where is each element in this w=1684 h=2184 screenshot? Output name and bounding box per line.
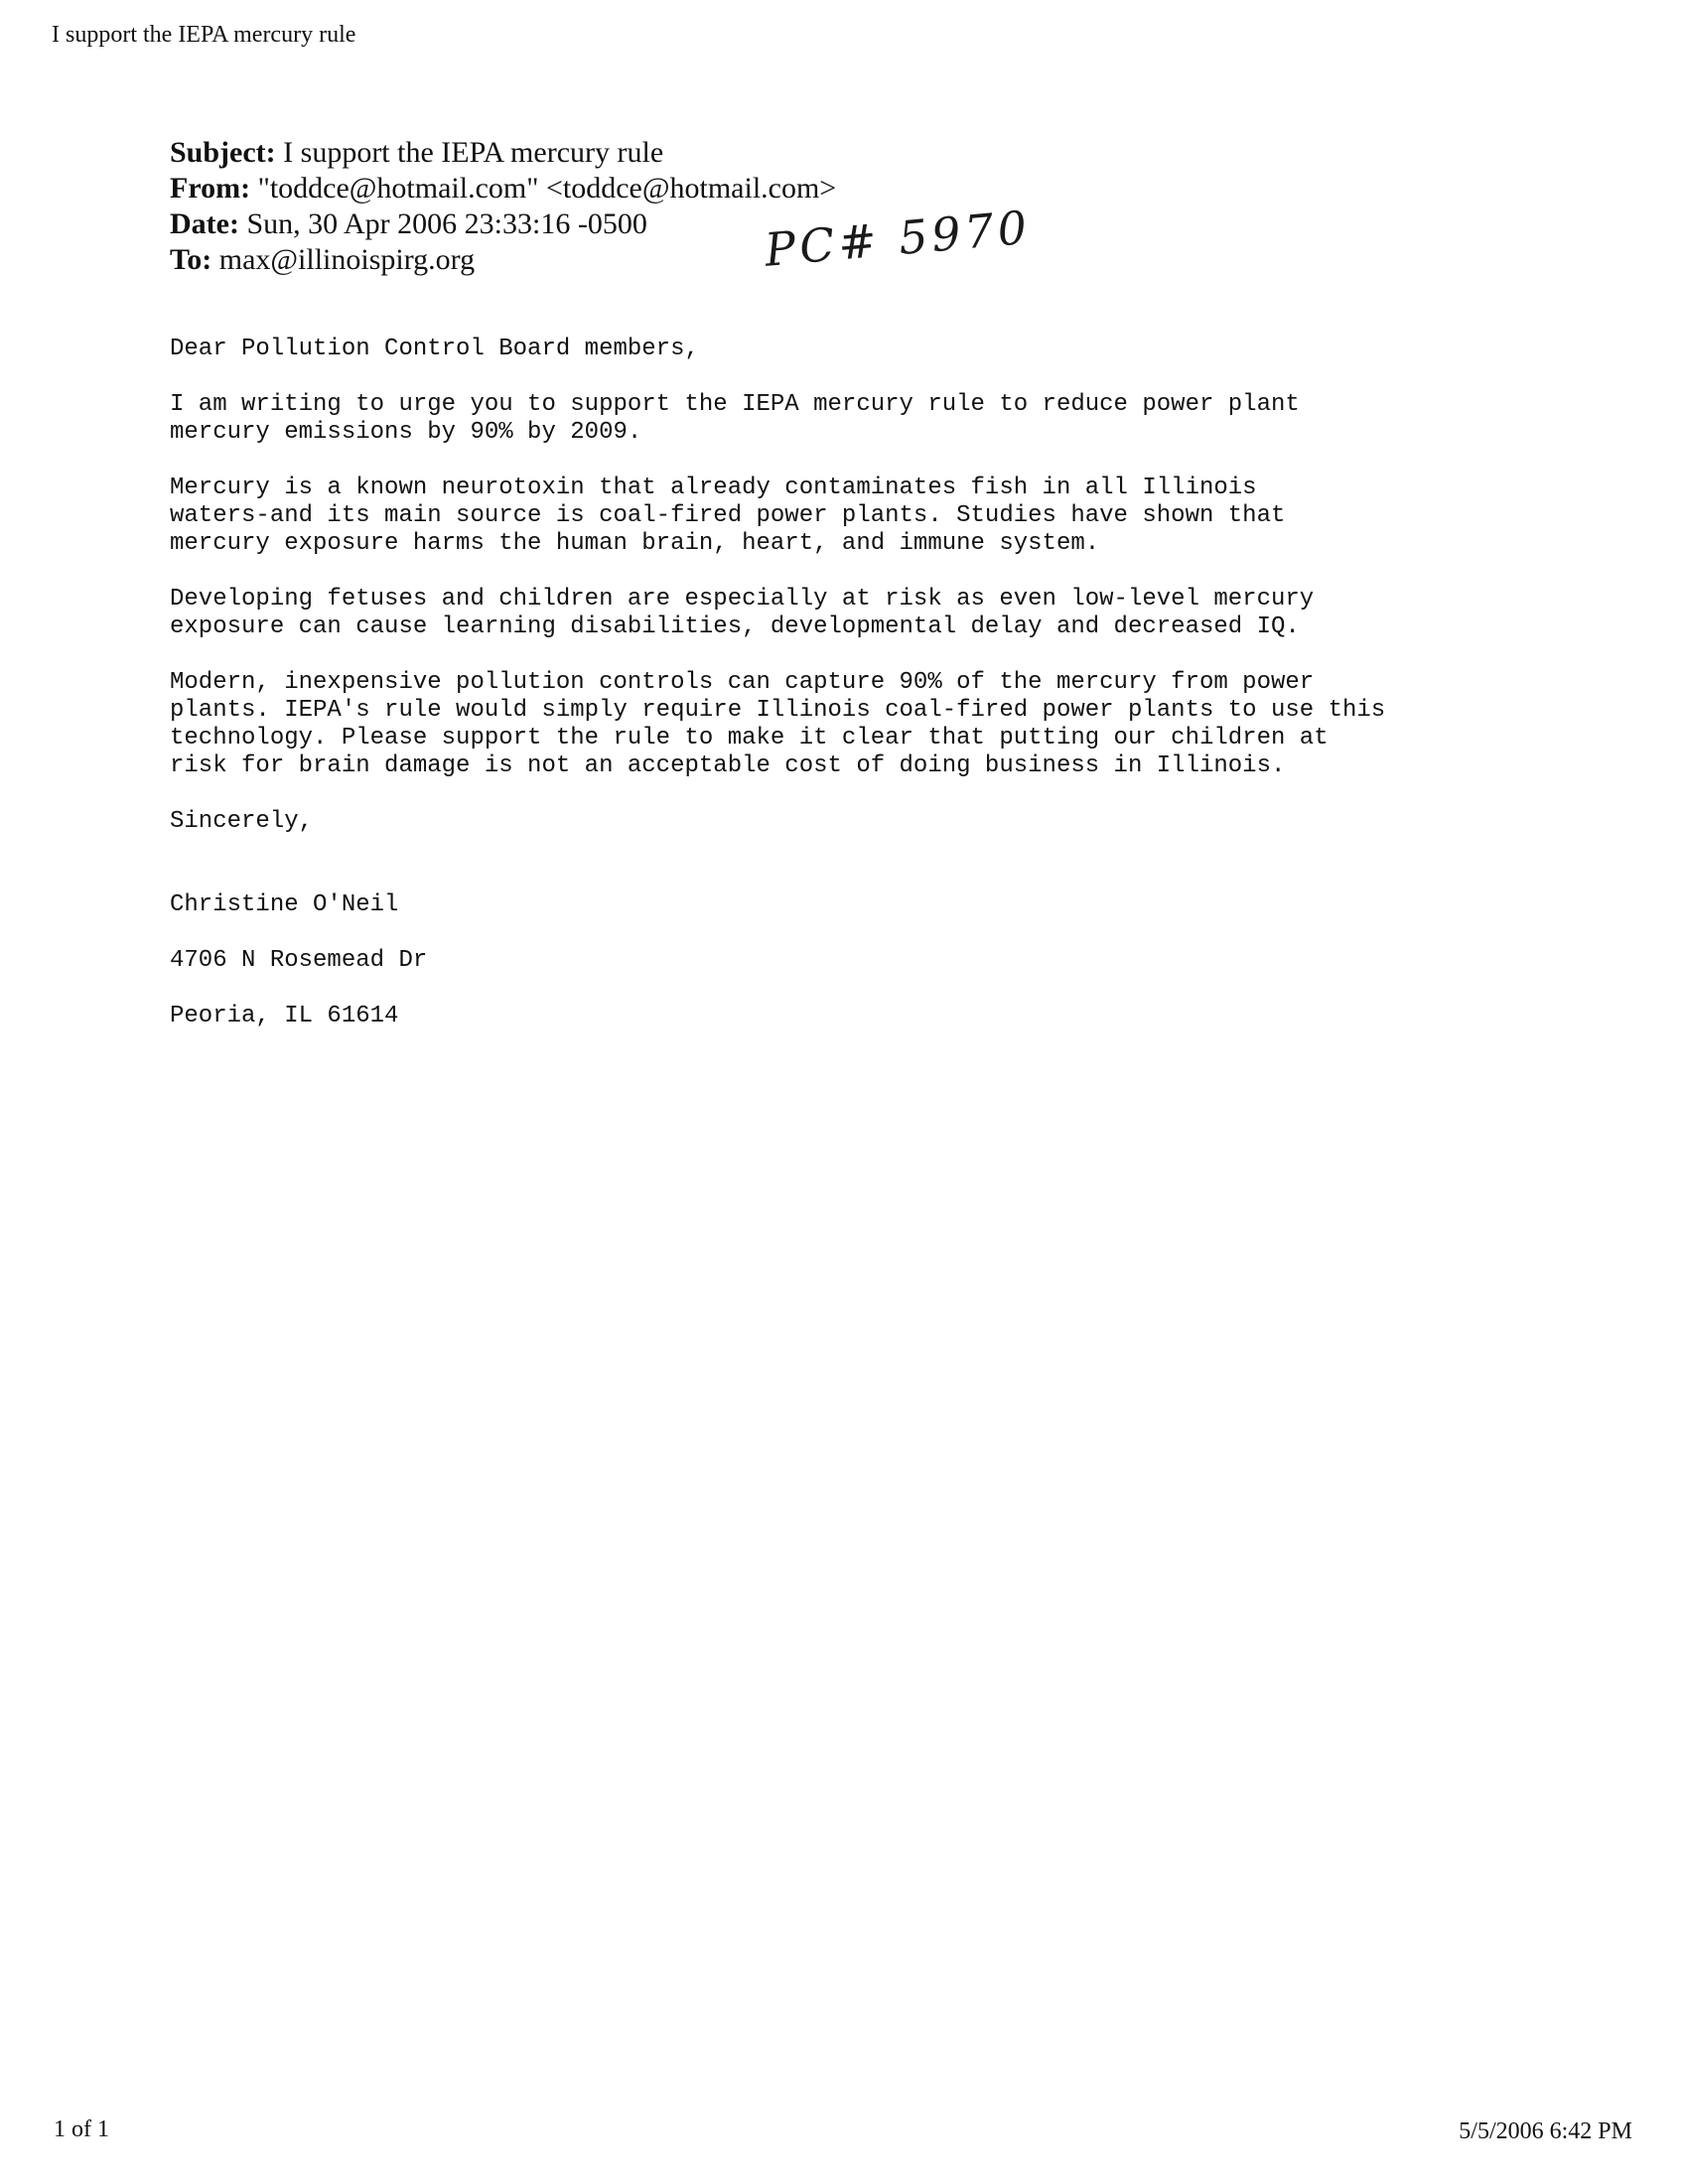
to-label: To: [170, 243, 212, 276]
handwritten-annotation: PC# 5970 [763, 200, 1034, 277]
date-label: Date: [170, 207, 239, 240]
paragraph: Modern, inexpensive pollution controls can capture 90% of the mercury from power plants. IEPA's rule would simply require Illinois coal-fired power plants to use this technology. Please support the rule to make it clear that putting our children at risk for brain damage is not an acceptable cost of doing business in Illinois. [170, 669, 1386, 779]
print-datetime: 5/5/2006 6:42 PM [1459, 2118, 1632, 2144]
to-row [170, 242, 836, 278]
paragraph: I am writing to urge you to support the IEPA mercury rule to reduce power plant mercury emissions by 90% by 2009. [170, 391, 1300, 446]
subject-value: I support the IEPA mercury rule [283, 136, 664, 169]
page-header-title: I support the IEPA mercury rule [52, 22, 356, 48]
from-label: From: [170, 172, 251, 205]
to-value: max@illinoispirg.org [218, 243, 476, 276]
page-number: 1 of 1 [54, 2116, 109, 2142]
date-value: Sun, 30 Apr 2006 23:33:16 -0500 [246, 207, 647, 240]
date-row [170, 206, 836, 242]
paragraph: Mercury is a known neurotoxin that already contaminates fish in all Illinois waters-and its main source is coal-fired power plants. Studies have shown that mercury exposure harms the human brain, heart, and immune system. [170, 475, 1286, 557]
email-headers [170, 135, 836, 278]
closing: Sincerely, [170, 808, 314, 835]
paragraph: Developing fetuses and children are especially at risk as even low-level mercury exposure can cause learning disabilities, developmental delay and decreased IQ. [170, 586, 1315, 640]
letter-body [170, 336, 1590, 1058]
signature-block [170, 864, 1590, 1058]
subject-row [170, 135, 836, 171]
subject-label: Subject: [170, 136, 276, 169]
signature-city: Peoria, IL 61614 [170, 1003, 399, 1029]
greeting: Dear Pollution Control Board members, [170, 336, 699, 362]
from-row [170, 171, 836, 206]
signature-name: Christine O'Neil [170, 891, 399, 918]
from-value: "toddce@hotmail.com" <toddce@hotmail.com> [257, 172, 837, 205]
signature-street: 4706 N Rosemead Dr [170, 947, 428, 974]
